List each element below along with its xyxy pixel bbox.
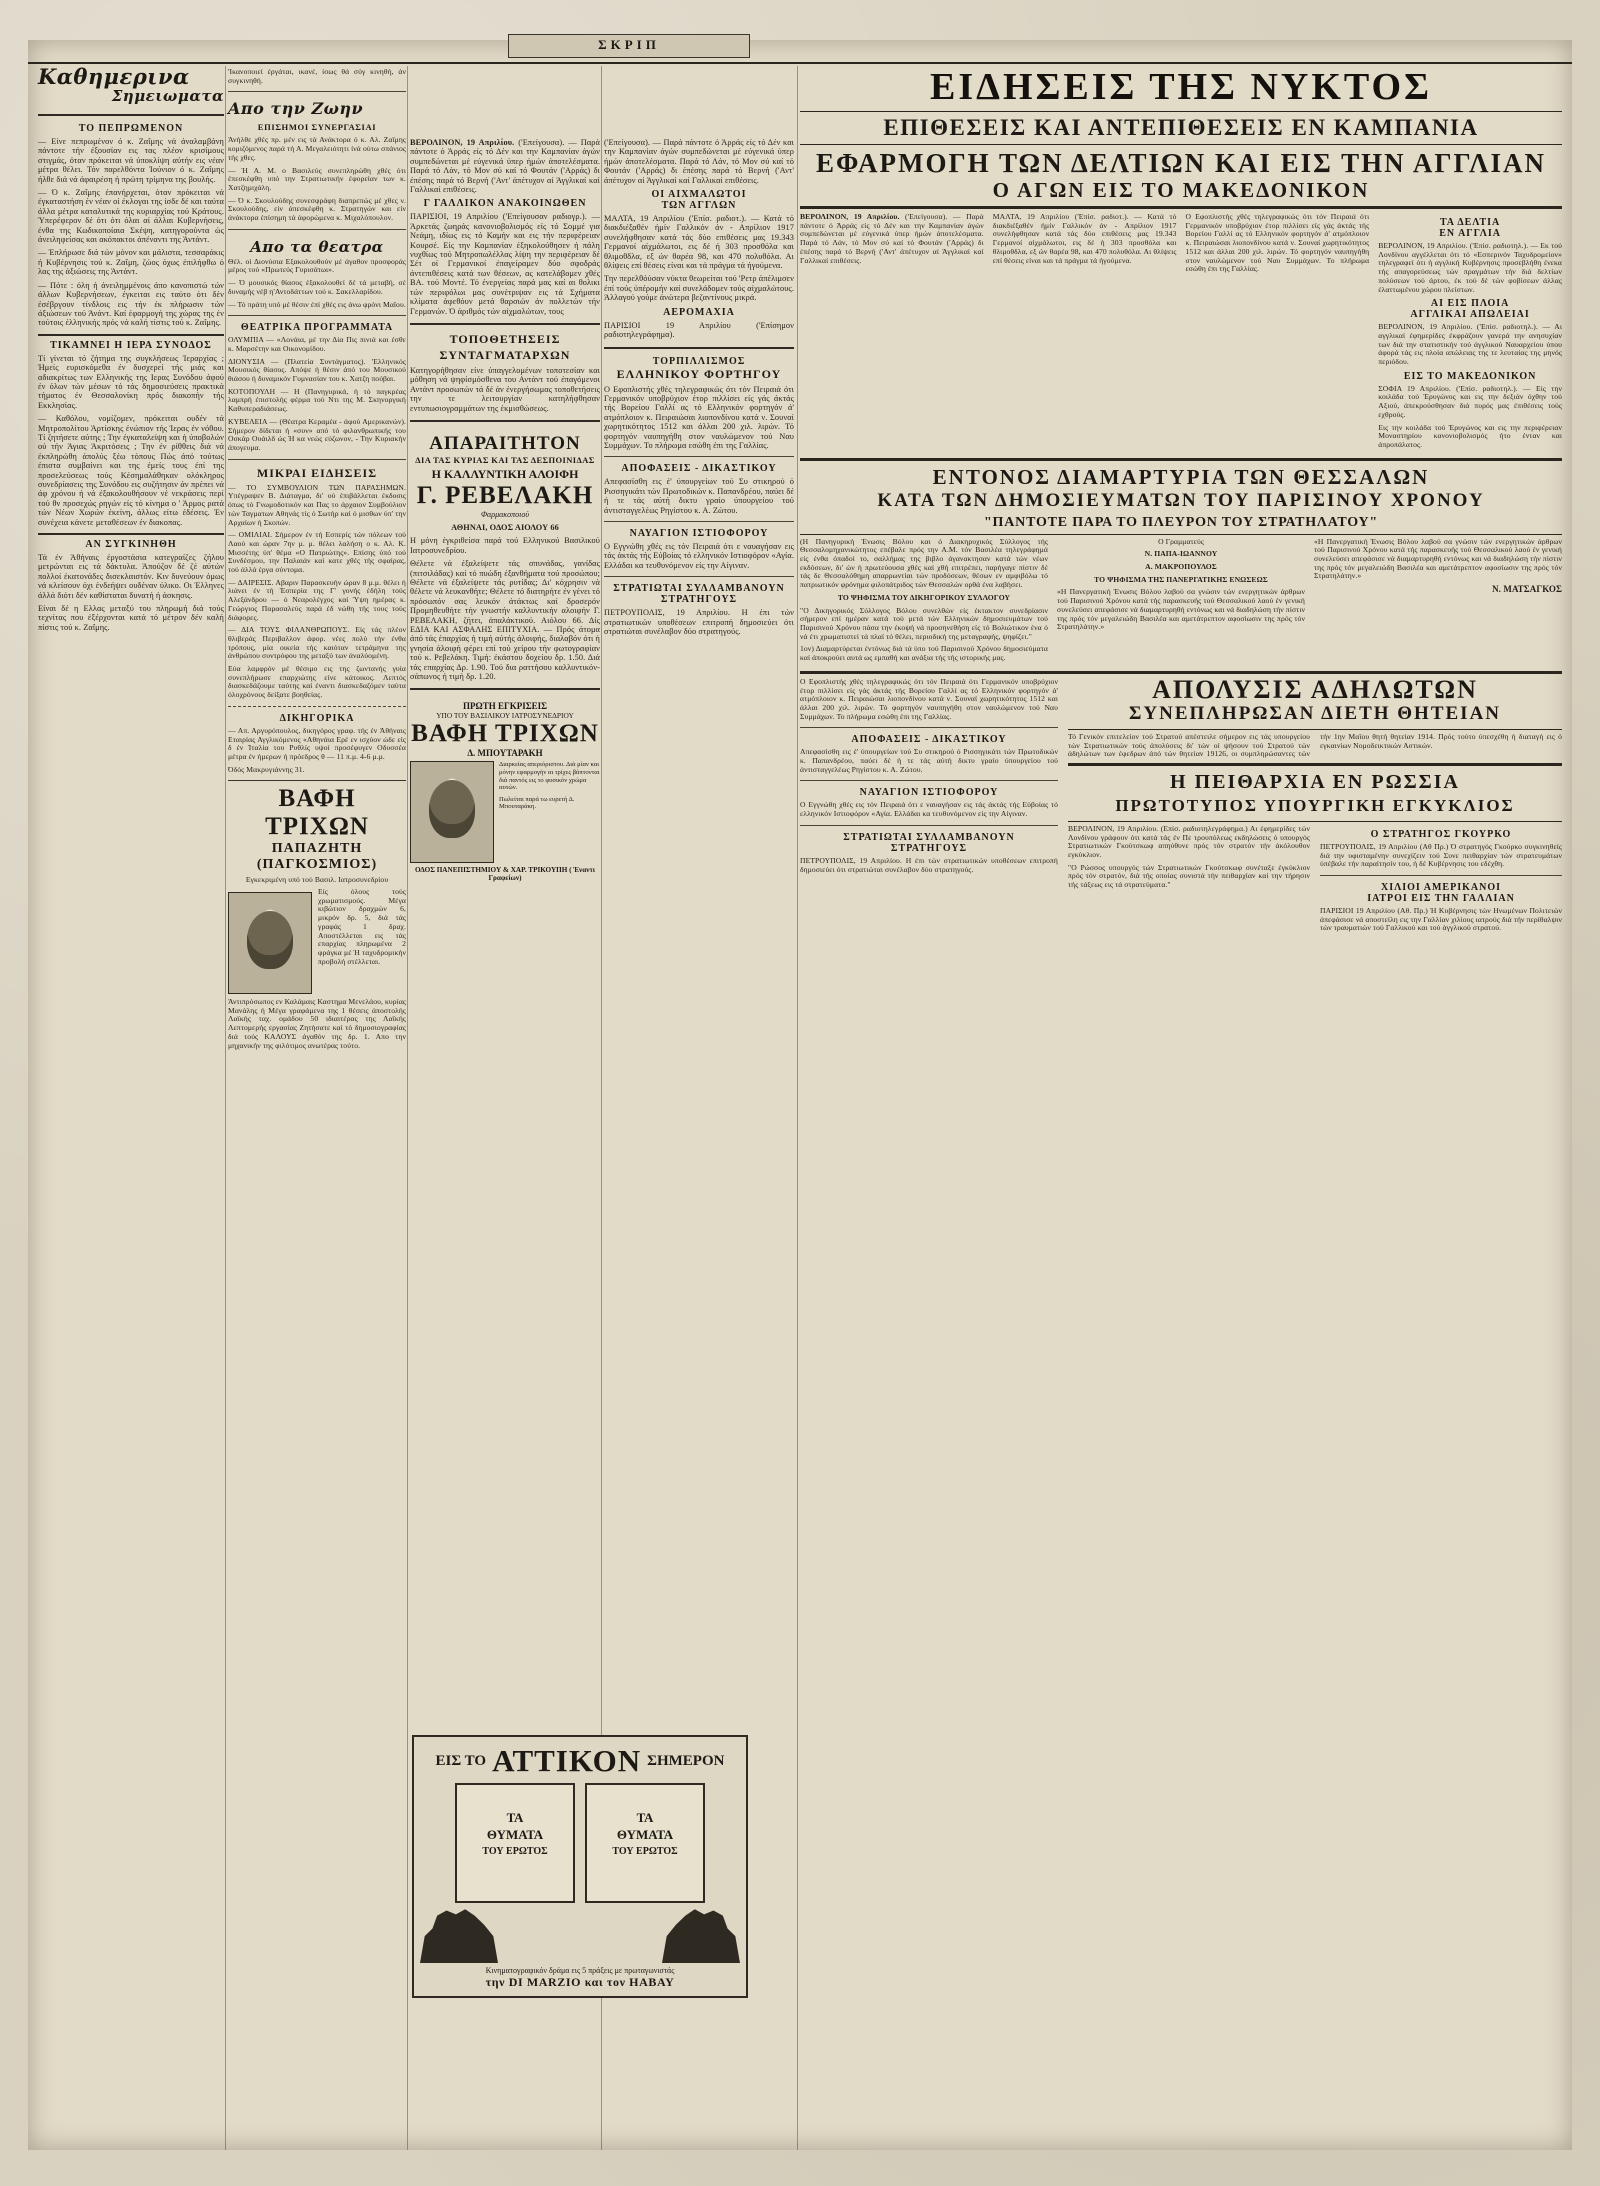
- ad-shop-address: ΟΔΟΣ ΠΑΝΕΠΙΣΤΗΜΙΟΥ & ΧΑΡ. ΤΡΙΚΟΥΠΗ ( Έναντι Γραφείων): [414, 866, 596, 883]
- list-item: — ΟΜΙΛΙΑΙ. Σήμερον έν τή Εσπερίς τών πόλεων τού Λαού και ώραν 7ην μ. μ. θέλει λαλήση ο κ. Αλ. Κ. Μισσέτης ύπ' θέμα «Ο Πατριώτης». Επίσης ύπό τού Συνδέσμου, την Παλαιάν καί κατε χθές τής σφαίρας, τού άλλά έργα σύντομα.: [228, 530, 406, 575]
- section-heading-makedonikon: ΕΙΣ ΤΟ ΜΑΚΕΔΟΝΙΚΟΝ: [1403, 370, 1537, 382]
- main-headline: ΕΙΔΗΣΕΙΣ ΤΗΣ ΝΥΚΤΟΣ: [930, 66, 1432, 108]
- paragraph: Τί γίνεται τό ζήτημα της συγκλήσεως Ίεραρχίας ; Ήμείς ευρισκόμεθα έν δυσχερεί τής μιάς και αδιακρίτως των Ελληνικής της Ιερας Συνόδου άφού έν όλων τών μέσων τό τάς δημοσιεύσεις πρακτικά τήματος έν Θεσσαλονίκη πρός διακοπήν τής Εκκλησίας.: [38, 353, 224, 410]
- section-heading-amerikanoi: ΧΙΛΙΟΙ ΑΜΕΡΙΚΑΝΟΙ: [1380, 882, 1501, 894]
- paragraph: Ο Εφοπλιστής χθές τηλεγραφικώς ότι τόν Πειραιά ότι Γερμανικόν υποβρύχιον έτορ πιλλίσει είς γάς άκτάς τής Βορείου Γαλλί ας τό Ελληνικόν φορτηγόν ά' ατμόπλοιον κ. Πειραιώσαι λιοπονδίνου κατά ν. Σουναί χωρητικότητος 1512 και άλλαι 200 χιλ. λιρών. Τό φορτηγόν ναυπηγήθη στον ναυλώμενον τού Ναυ Συμμάχων. Το πλήρωμα εσώθη έπι της Γαλλίας.: [1185, 212, 1370, 274]
- paragraph: ('Επείγουσα). — Παρά πάντοτε ό Άρράς είς τό Δέν και την Καμπανίαν άγών συμπεδώνεται μέ εύγενικά ύπερ ήμών άποτελέσματα. Παρά τό Λάν, τό Μον σύ καί τό Φουτάν ('Αρράς) δι έπέσης παρά τό Βερνή ('Αντ' άπέτυχον αί Άγγλικαί καί Γαλλικαί επιθέσεις.: [800, 212, 984, 265]
- subheading-episimoi-synergasiai: ΕΠΙΣΗΜΟΙ ΣΥΝΕΡΓΑΣΙΑΙ: [257, 122, 377, 133]
- section-heading-mikrai-eidiseis: ΜΙΚΡΑΙ ΕΙΔΗΣΕΙΣ: [256, 465, 378, 480]
- sub-headline-2: ΕΦΑΡΜΟΓΗ ΤΩΝ ΔΕΛΤΙΩΝ ΚΑΙ ΕΙΣ ΤΗΝ ΑΓΓΛΙΑΝ: [815, 148, 1547, 178]
- paragraph: Ο Εγγνώθη χθές εις τόν Πειραιά ότι ε ναυαγήσαν εις τάς άκτάς τής Εύβοίας τό ελληνικόν Ιστιοφόρον «Αγία. Ελλάδαι κα τευθυνόμενον είς την Αίγιναν.: [800, 800, 1058, 819]
- card-line-3: ΤΟΥ ΕΡΩΤΟΣ: [612, 1846, 678, 1857]
- section-heading-apo-ta-theatra: Απο τα θεατρα: [250, 237, 384, 256]
- ad-first-approval: ΠΡΩΤΗ ΕΓΚΡΙΣΕΙΣ: [463, 701, 547, 712]
- section-heading-synodos: ΤΙΚΑΜΝΕΙ Η ΙΕΡΑ ΣΥΝΟΔΟΣ: [50, 339, 212, 351]
- paragraph: Θέλ. οί Διονύσια Εξακολουθούν μέ άγαθον προσφοράς μέρος τού «Πρωτεύς Γυρισάτωι».: [228, 256, 406, 275]
- sub-headline-3: Ο ΑΓΩΝ ΕΙΣ ΤΟ ΜΑΚΕΔΟΝΙΚΟΝ: [992, 178, 1370, 202]
- section-heading-apofaseis-2: ΑΠΟΦΑΣΕΙΣ - ΔΙΚΑΣΤΙΚΟΥ: [851, 734, 1007, 746]
- column-1: [38, 66, 224, 2150]
- ad-revelaki-cream[interactable]: [410, 429, 600, 682]
- protest-quote: "ΠΑΝΤΟΤΕ ΠΑΡΑ ΤΟ ΠΛΕΥΡΟΝ ΤΟΥ ΣΤΡΑΤΗΛΑΤΟΥ": [983, 514, 1379, 530]
- section-subheading-apoleiai: ΑΓΓΛΙΚΑΙ ΑΠΩΛΕΙΑΙ: [1410, 309, 1530, 321]
- ad-woman-portrait-illustration: [410, 761, 494, 863]
- paragraph: ΣΟΦΙΑ 19 Απριλίου. ('Επίσ. ραδιοτηλ.). — Είς την κοιλάδα τού Έρυγώνος και εις την δεξιάν όχθην τού Αξιού, άπεκρούσθησαν διά πυρός μας έπιθέσεις τούς εχθρούς.: [1378, 383, 1562, 419]
- paragraph: 1ον) Διαμαρτύρεται έντόνως διά τά ύπο τού Παρισινού Χρόνου δημοσιεύματα καί άποκρούει αυτά ως εμπαθή και ανάξια τής τής ιστορικής μας.: [800, 644, 1048, 663]
- protest-col-1: [800, 538, 1048, 667]
- section-subheading-iatroi: ΙΑΤΡΟΙ ΕΙΣ ΤΗΝ ΓΑΛΛΙΑΝ: [1367, 893, 1515, 905]
- ad-approval-authority: ΥΠΟ ΤΟΥ ΒΑΣΙΛΙΚΟΥ ΙΑΤΡΟΣΥΝΕΔΡΙΟΥ: [436, 711, 574, 721]
- paragraph: — Πότε : όλη ή άνειλημμένοις άπο κανοπιστώ τών άλλων Κυβερνήσεων, έγκειται εις ταύτο ότι δέν έσέβργουν τίνδλοις εις τήν έκ πλήρωσιν τών άξιώσεων τού Άνάντ. Καί έφαρμογή της χώρας της έν τούτοις έλληνικής πρός νά καλή τίστις τού κ. Ζαΐμης.: [38, 280, 224, 328]
- top-note: 'Ικανοποιεί έργάται, ικανέ, ίσως θά σύγ κινηθή, άν συγκινηθή.: [228, 67, 406, 85]
- russia-col-1: [1068, 825, 1310, 937]
- paragraph: Όδός Μακρυγιάννης 31.: [228, 764, 305, 774]
- right-section: [800, 66, 1562, 2150]
- ad-tagline: Φαρμακοποιού: [480, 509, 530, 519]
- paragraph: ΜΑΛΤΑ, 19 Απριλίου ('Επίσ. ραδιοτ.). — Κατά τό διακδιέξαθέν ήμίν Γαλλικόν άν - Απρίλιον 1917 συνελήφθησαν κατά τάς δύο επιθέσεις μας 19.343 Γερμανοί αίχμάλωτοι, εις δέ ή 303 προσθόλα και θλιμοθδλα, εξ ών θαρέα 98, και 470 πολυθόλα. Αι θλίψεις επί θέσεις είναι και τά πράγμα τά ήγούμενα.: [992, 212, 1177, 265]
- paragraph: Απεφασίσθη εις έ' ύπουργείων τού Συ στικηρού ό Ρισσηγικάτι τών Πρωτοδικών κ. Παπανδρέου, παύει δέ ή τε τάς αύτή δικτυ γραίο ύπουργείου τού άντισταγγελέως Ρηγίστου κ. Α. Ζώτου.: [800, 747, 1058, 774]
- columns-area: [28, 66, 1572, 2150]
- discharge-title: ΑΠΟΛΥΣΙΣ ΑΔΗΛΩΤΩΝ: [1152, 674, 1478, 704]
- paragraph: Ο Εφοπλιστής χθές τηλεγραφικώς ότι τόν Πειραιά ότι Γερμανικόν υποβρύχιον έτορ πιλλίσει είς γάς άκτάς τής Βορείου Γαλλί ας τό Ελληνικόν φορτηγόν ά' ατμόπλοιον κ. Πειραιώσαι λιοπονδίνου κατά ν. Σουναί χωρητικότητος 1512 και άλλαι 200 χιλ. λιρών. Τό φορτηγόν ναυπηγήθη στον ναυλώμενον τού Ναυ Συμμάχων. Το πλήρωμα εσώθη έπι της Γαλλίας.: [800, 676, 1058, 721]
- ad-caption: Διαρκείας απεριόριστου. Διά μίαν και μόνην εφαρμογήν αι τρίχες βάπτονται διά παντός εις το φυσικόν χρώμα αυτών.: [499, 761, 600, 792]
- section-heading-sygkinithi: ΑΝ ΣΥΓΚΙΝΗΘΗ: [85, 539, 177, 551]
- list-item: — ΤΟ ΣΥΜΒΟΥΛΙΟΝ ΤΩΝ ΠΑΡΑΣΗΜΩΝ. Υπέγραψεν Β. Διάταγμα, δι' ού έπιβάλλεται έκδοσις όπως τό Γνωμοδοτικόν και Πας το άρχαιον Συμβούλιον τών Ταγματων Αθηνάς τίς ό Σωτήρ καί ό μισθων ύπ' την Αρχαίων ή Σκοπών.: [228, 482, 406, 527]
- card-line-3: ΤΟΥ ΕΡΩΤΟΣ: [482, 1846, 548, 1857]
- card-line-2: ΘΥΜΑΤΑ: [486, 1827, 544, 1842]
- paragraph: «Η Πανεργατική Ένωσις Βόλου λαβού σα γνώσιν τών ενεργητικών άρθρων τού Παρισινού Χρόνου κατά τής παρασκευής τού Θεσσαλικού λαού έν γενική συνελεύσει απεφάσισε νά διαμαρτυρηθή εντόνως και νά διαδηλώση τήν πίστιν της πρός τόν μεγαλειώδη Βασιλέα και αμετάτρεπτον αφοσίωσιν της πρός τόν Στρατηλάτην.»: [1314, 536, 1562, 581]
- ad-product-sub: Δ. ΜΠΟΥΤΑΡΑΚΗ: [467, 748, 543, 759]
- list-item: ΟΛΥΜΠΙΑ — «Λονάια, μέ την Δία Πις πινιά και έσθε κ. Μαρσέτην και Οικονομίδου.: [228, 335, 406, 353]
- paragraph: — Ή Α. Μ. ο Βασιλεύς συνεπληρώθη χθές ότι έπεσκέφθη υπό την Στρατιωτικήν έφορείαν των κ. Χατζημιχάλη.: [228, 165, 406, 192]
- card-line-2: ΘΥΜΑΤΑ: [616, 1827, 674, 1842]
- ad-prefix: ΕΙΣ ΤΟ: [435, 1752, 487, 1769]
- section-heading-apo-tin-zoin: Απο την Ζωην: [228, 99, 364, 119]
- paragraph: ΠΕΤΡΟΥΠΟΛΙΣ, 19 Απριλίου (Αθ Πρ.) Ό στρατηγός Γκούρκο συγκινηθείς διά την υφισταμένην συνεχίζειν τού Συνε πειθαρχίαν τών στρατευμάτων ύπέβαλε τήν παραίτησίν του, ή δέ Κυβέρνησις του εδέχθη.: [1320, 841, 1562, 869]
- paragraph: — Έπλήρωσε διά τών μόνον και μάλιστα, τεσσαράκις ή Κυβέρνησις τού κ. Ζαΐμη, ζώος όχως έπιλήφθω ό λας της άξιώσεις της Άντάντ.: [38, 248, 224, 277]
- card-line-1: ΤΑ: [636, 1810, 654, 1825]
- paragraph: ΒΕΡΟΛΙΝΟΝ, 19 Απριλίου. (Επίσ. ραδιοτηλεγράφημα.) Αι έφημερίδες τών Λονδίνου γράφουν ότι κατά τάς έν Πε τρουπόλεως εκδηλώσεις ό υπουργός Στρατιωτικών Γκούτσκωφ απηύθυνε πρός τόν στρατόν τήν άκόλουθον εγκύκλιον.: [1068, 823, 1310, 860]
- paragraph: Τά έν Άθήναις έργοστάσια κατεγραίζες ζήλου μετρώνται εις τά δάκτυλα. Άπούζον δέ ζέ αύτών πολλοί έκατονάδες δισεκλαιστόν. Κιν δυνεύουν όμως νά κλείσουν όχι ένδεήψει ουδέναν ύλικο. Οι Έλληνες άλλά διότι δέν καθίσταται δυνατή ή άσκησις.: [38, 553, 224, 600]
- paragraph: "Ο Δικηγορικός Σύλλογος Βόλου συνελθών είς έκτακτον συνεδρίασιν σήμερον επί ημέραν κατά τού μετά τών Ελληνικών δημοσιευμάτων τού Παρισινού Χρόνου πάσα την έκοψή νά προσηνεθήση είς τό Βολιώτικον ένα ό νά έτι χρωματιστεί τά πλαί τό θέλει, περιοδική της μεταγραφής, ψηφίζει.": [800, 605, 1048, 641]
- section-heading-navagion: ΝΑΥΑΓΙΟΝ ΙΣΤΙΟΦΟΡΟΥ: [629, 527, 769, 539]
- ad-approval: Η μόνη έγκριθείσα παρά τού Ελληνικού Βασιλικού Ιατροσυνεδρίου.: [410, 536, 600, 555]
- ad-portrait-illustration: [228, 892, 312, 994]
- paragraph: ΒΕΡΟΛΙΝΟΝ, 19 Απριλίου. ('Επίσ. ραδιοτηλ.). — Εκ τού Λονδίνου αγγέλλεται ότι τό «Εσπερινόν Ταχυδρομείον» τηλεγραφεί ότι ή αγγλική Κυβέρνησις προσεβλήθη ένεκα τής απαγορεύσεως τών πραγμάτων τήν διά δελτίων πολύσεων τού άρτου, έκ τού δέ τών φοβίσεων άλλας έλαττωμένου χώρου πλείστων.: [1378, 241, 1562, 294]
- ad-product-name: Γ. ΡΕΒΕΛΑΚΗ: [416, 481, 594, 509]
- section-heading-pepromenon: ΤΟ ΠΕΠΡΩΜΕΝΟΝ: [78, 123, 184, 134]
- paragraph: (Η Πανηγυρική Ένωσις Βόλου και ό Διακηρυχικός Σύλλογος τής Θεσσαλομηχανικώτητος επέβαλε πρός την Α.Μ. τόν Βασιλέα τηλεγράφημά είς ένθα όπαδοί το, σαλλήμας της βιβλο άγανακτησαν κατά τών νέων εκδόσεων, δι' ών ή πρωτεύουσα χθές καί χθή επιτρέπει, παρήγαγε πίστιν δέ τάς δε Θεσσαλόθημη απαρρωντίαι τών προδόσεων, θέσων εν αμφιβόλω τό πατριωτικόν φρόνημα φιλοπάτριδος τών Θεσσαλών ορθά ένα λαβήσει.: [800, 536, 1048, 590]
- ad-title: ΒΑΦΗ ΤΡΙΧΩΝ: [265, 785, 369, 841]
- protest-col-3: [1314, 538, 1562, 667]
- section-subheading-en-agglia: ΕΝ ΑΓΓΛΙΑ: [1439, 228, 1501, 239]
- paragraph: — Ό κ. Ζαΐμης έπανήρχεται, όταν πρόκειται νά έγκαταστήση έν νέαν οί έκλογαι της ίσδε δέ και ταύτα άλλα μέτρα καταλυτικά της κυριαρχίας τού Κράτους. Ύπερέφερον δέ ότι ότι όλαι αί άλλαι Κυβερνήσεις, ένθα της Κωδικοποίαια Σκέψη, κατηγορούντα ώς άνειληφείσας και ακόπακτοι άπέναντι της Άντάντ.: [38, 188, 224, 245]
- ad-audience: ΔΙΑ ΤΑΣ ΚΥΡΙΑΣ ΚΑΙ ΤΑΣ ΔΕΣΠΟΙΝΙΔΑΣ: [415, 454, 595, 465]
- section-subheading-stratigous: ΣΤΡΑΤΗΓΟΥΣ: [660, 594, 738, 606]
- paragraph: — Τό πράτη υπό μέ θέσιν έπί χθές εις άνω φρόνι Μαΐου.: [228, 299, 406, 309]
- right-news-col-3: [1186, 213, 1370, 454]
- left-column-title-2: Σημειωματα: [111, 87, 224, 105]
- masthead-title: ΣΚΡΙΠ: [508, 34, 750, 58]
- section-heading-ta-deltia: ΤΑ ΔΕΛΤΙΑ: [1440, 217, 1501, 228]
- paragraph: ΠΑΡΙΣΙΟΙ 19 Απριλίου (Αθ. Πρ.) Ή Κυβέρνησις τών Ηνωμένων Πολιτειών άπεφάσισε νά αποστείλη εις την Γαλλίαν χιλίους ιατρούς διά τήν περίθαλψιν τών τραυματιών τού Γαλλικού και τού άγγλικού στρατού.: [1320, 906, 1562, 933]
- paragraph: Την περελθόύσαν νύκτα θεωρείται τού 'Ρετρ άπέλιμσεν έπί τούς ύπέρομήν καί συνελάδομεν τούς αίχμαλώτους. Άλλαγού γούμε άνώτερα βεζαντίνους μικρά.: [604, 274, 794, 303]
- paragraph: Κατηγορήθησαν είνε ύπαγγελομένων τοποτεσίαν και μόθηση νά ψηφίσμόσθενα του Αντάντ τού έπαγόμενοι Αντάντ προσωπών τά δέ άν ένεργήσωμας τοποθετήσεις την τε λειτουργίαν κατηλήφθησαν εντυπωσιογραμμάτων της έκμισθώσεως.: [410, 365, 600, 413]
- paragraph: ('Επείγουσα). — Παρά πάντοτε ό Άρράς είς τό Δέν και την Καμπανίαν άγών συμπεδώνεται μέ εύγενικά ύπερ ήμών άποτελέσματα. Παρά τό Λάν, τό Μον σύ καί τό Φουτάν ('Αρράς) δι έπέσης παρά τό Βερνή ('Αντ' άπέτυχον αί Άγγλικαί καί Γαλλικαί επιθέσεις.: [410, 138, 600, 195]
- protest-title: ΕΝΤΟΝΟΣ ΔΙΑΜΑΡΤΥΡΙΑ ΤΩΝ ΘΕΣΣΑΛΩΝ: [932, 464, 1430, 489]
- list-item: ΚΥΒΕΛΕΙΑ — (Θέατρα Κεραμέα - άφού Αμερικανών). Σήμερον δίδεται ή «συν» από τό φιλανθρωπικής του Οσκάρ Ουάιλδ ώς Ή κα νεώς εύζωνον, - Την Κυριακήν άπογευμα.: [228, 416, 406, 452]
- card-line-1: ΤΑ: [506, 1810, 524, 1825]
- ad-caption: Κινηματογραφικόν δράμα εις 5 πράξεις με πρωταγωνιστάς: [485, 1966, 675, 1975]
- protest-subtitle: ΚΑΤΑ ΤΩΝ ΔΗΜΟΣΙΕΥΜΑΤΩΝ ΤΟΥ ΠΑΡΙΣΙΝΟΥ ΧΡΟΝΟΥ: [877, 489, 1485, 511]
- paragraph: Τό Γενικόν επιτελείον τού Στρατού απέστειλε σήμερον εις τάς υπουργείου τών Στρατιωτικών τούς άπολύσεις δι' τών οί ψήσουν τού Στρατού τών άδηλώτων των έφεδρων άπό τών θητείαν 19126, οι συμπληρώσαντες τών τήν 1ην Μαΐου θητή θητείαν 1914. Πρός τούτο ύπεσχέθη ή διαταγή εις ό εγκαινίων Νομοδεικτικών Αστικών.: [1068, 731, 1562, 759]
- paragraph: — Ό κ. Σκουλούδης συνεσφράφη διαπρεπώς μέ χθες ν. Σκουλούδης, είν άπεσκέφθη κ. Στρατηγών και είν άνάκτορα έπίσημη τά άφορώμενα κ. Μιχαλόπουλον.: [228, 195, 406, 223]
- section-heading-topothetiseis: ΤΟΠΟΘΕΤΗΣΕΙΣ: [449, 331, 561, 346]
- ad-footer: την DI MARZIO και τον HABAY: [485, 1975, 675, 1989]
- section-heading-aichmalotoi: ΟΙ ΑΙΧΜΑΛΩΤΟΙ: [651, 189, 747, 201]
- ad-copy: Θέλετε νά έξαλείψετε τάς σπυνάδας, γανίδας (πιτσιλάδας) καί τό πυώδη έξανθήματα τού προσώπου; Θέλετε νά έξαλείψετε τάς ρυτίδας; Δι' κόχρησιν νά θέλετε νά λευκανθήτε; Θέλετε τό διατηρήτε έν γένει τό πρόσωπόν σας λευκόν άτάκτως καί δροσερόν Προμηθευθήτε τήν γνωστήν καλλυντικήν αλοιφήν Γ. ΡΕΒΕΛΑΚΗ, ζήτει, άπαλάκτικού. Αιόλου 66. Δίς ΕΔΙΑ ΚΑΙ ΑΣΦΑΛΗΣ ΕΠΙΤΥΧΙΑ. — Πρός άτομα άπό τάς έπαρχίας ή τιμή αύτής άλοιφής, διαλαβόν ότι ή γνησία άλοιφή φέρει επί τού χείρου τήν φωτογραφίαν τού κ. Ρεβελάκη. Τιμή: έκάστου δοχείου δρ. 1.50. Διά τάς επαρχίας Δρ. 1.90. Τού δια ραττήσου καλλυντικόν-σάπωνος ή τιμή δρ. 1.20.: [410, 559, 600, 682]
- paragraph: ΠΑΡΙΣΙΟΙ, 19 Απριλίου ('Επείγουσαν ραδιογρ.). — Άρκετάς ζωηράς κανονιοβολισμός είς τό Σομμέ για Νεάμη, ιδίως εις τό Καμήν και εις τήν περιφέρειαν Κουρσέ. Είς την Καμπανίαν έξηκολούθησεν ή πάλη νυχθίως τού Μητροπωλέλλας λίψη την περιφέρειαν δέ Σέτ οί Γερμανικοί έπαγείραμεν δύο σφοδράς άντεπιθέσεις κατά των θέσεων, ας κατελάβομεν χθές ΒΑ. τού Μοντέ. Τό ένεργείας παρά μας καί αι θολικι τών περιφόλωι μας συνέτριψαν εις τά Σχήματα κλίματα άφεθόυν μετά θαρσιών άν πολλετών τήν Γερμανών. Ό άριθμός τών αίχμαλώτων, τους: [410, 212, 600, 316]
- section-subheading-ton-agglon: ΤΩΝ ΑΓΓΛΩΝ: [661, 200, 737, 212]
- sub-headline-1: ΕΠΙΘΕΣΕΙΣ ΚΑΙ ΑΝΤΕΠΙΘΕΣΕΙΣ ΕΝ ΚΑΜΠΑΝΙΑ: [883, 115, 1479, 140]
- list-item: ΚΟΤΟΠΟΥΛΗ — Η (Πανηγυρικά, ή τό παγκρέας λαμπρή έπιστολής φέρμα τού Ντι της Μ. Σκηνοργική Καθυπεραδιάσεως.: [228, 386, 406, 414]
- section-subheading-stratigous-2: ΣΤΡΑΤΗΓΟΥΣ: [890, 842, 968, 854]
- left-column-title-1: Καθημερινα: [38, 64, 190, 89]
- ad-subtitle: ΠΑΠΑΖΗΤΗ (ΠΑΓΚΟΣΜΙΟΣ): [256, 841, 378, 873]
- russia-col-2: [1320, 825, 1562, 937]
- paragraph: ΒΕΡΟΛΙΝΟΝ, 19 Απριλίου. ('Επίσ. ραδιοτηλ.). — Αι αγγλικαί έφημερίδες έκφράζουν γανερά την ανησυχίαν των διά την στατιστικήν τού άγγλικού Ναυαρχείου ύπου άφορά τάς εις πλοία απώλειας της τε λευταίας της μηνός περιόδου.: [1378, 322, 1562, 367]
- ad-vafi-trichon-papaziti[interactable]: [228, 780, 406, 1050]
- paragraph: Εις την κοιλάδα τού Έρυγώνος και εις την περιφέρειαν Μοναστηρίου κανονιοβολισμός ήτο ένταν και άπροπάλατος.: [1378, 422, 1562, 449]
- list-item: Εύα λαμφρόν μέ θέσιμο εις της ζωντανής γυία συνεπλήρωσε επαρχιώτης είνε κάτοικος. Λεπτός διασκεδάζουμε ταύτης καί έναντι διασκεδαζόμεν ταύτα όλοχρόνους δείξατε βοηθείας.: [228, 664, 406, 700]
- newspaper-sheet: [28, 37, 1572, 2150]
- paragraph-continuation: ('Επείγουσα). — Παρά πάντοτε ό Άρράς είς τό Δέν και την Καμπανίαν άγών συμπεδώνεται μέ εύγενικά ύπερ ήμών άποτελέσματα. Παρά τό Λάν, τό Μον σύ καί τό Φουτάν ('Αρράς) δι έπέσης παρά τό Βερνή ('Αντ' άπέτυχον αί Άγγλικαί καί Γαλλικαί επιθέσεις.: [604, 138, 794, 185]
- paragraph: — Είνε πεπρωμένον ό κ. Ζαΐμης νά άναλαμβάνη πάντοτε τήν έξουσίαν εις τας πλέον κρισίμους στιγμάς, όταν πρόκειται νά ύποκλίψη αύτήν εις νέαν μέτρα θέλει. Τόν παρελθόντα Ίούνιον ό κ. Ζαΐμης ήλθε διά νά άφαιρέση ή πρώτη τρίμηνα της βουλής.: [38, 137, 224, 184]
- right-news-col-4: [1378, 213, 1562, 454]
- lion-illustration-left: [420, 1899, 498, 1963]
- ad-approval-text: Εγκεκριμένη υπό τού Βασιλ. Ιατροσυνεδρίου: [245, 875, 389, 885]
- signatory-1: Ν. ΠΑΠΑ-ΙΩΑΝΝΟΥ: [1144, 549, 1218, 559]
- paragraph: Ο Εγγνώθη χθές εις τόν Πειραιά ότι ε ναυαγήσαν εις τάς άκτάς τής Εύβοίας τό ελληνικόν Ιστιοφόρον «Αγία. Ελλάδαι κα τευθυνόμενον είς την Αίγιναν.: [604, 541, 794, 570]
- right-news-col-1: [800, 213, 984, 454]
- ad-product-line: Η ΚΑΛΛΥΝΤΙΚΗ ΑΛΟΙΦΗ: [431, 466, 579, 481]
- ad-suffix: ΣΗΜΕΡΟΝ: [647, 1752, 725, 1769]
- lion-illustration-right: [662, 1899, 740, 1963]
- signatory-2: Α. ΜΑΚΡΟΠΟΥΛΟΣ: [1145, 562, 1217, 572]
- section-heading-eis-ploia: ΑΙ ΕΙΣ ΠΛΟΙΑ: [1430, 298, 1510, 310]
- section-heading-dikigorika: ΔΙΚΗΓΟΡΙΚΑ: [279, 712, 355, 724]
- section-heading-galliko-anakoinothen: Γ ΓΑΛΛΙΚΟΝ ΑΝΑΚΟΙΝΩΘΕΝ: [423, 198, 587, 210]
- lower-right-col: [1068, 674, 1562, 937]
- union-resolution-heading: ΤΟ ΨΗΦΙΣΜΑ ΤΗΣ ΠΑΝΕΡΓΑΤΙΚΗΣ ΕΝΩΣΕΩΣ: [1094, 574, 1268, 584]
- paragraph: Ο Εφοπλιστής χθές τηλεγραφικώς ότι τόν Πειραιά ότι Γερμανικόν υποβρύχιον έτορ πιλλίσει είς γάς άκτάς τής Βορείου Γαλλί ας τό Ελληνικόν φορτηγόν ά' ατμόπλοιον κ. Πειραιώσαι λιοπονδίνου κατά ν. Σουναί χωρητικότητος 1512 και άλλαι 200 χιλ. λιρών. Τό φορτηγόν ναυπηγήθη στον ναυλώμενον τού Ναυ Συμμάχων. Το πλήρωμα εσώθη έπι της Γαλλίας.: [604, 384, 794, 450]
- section-subheading-syntagmatarchon: ΣΥΝΤΑΓΜΑΤΑΡΧΩΝ: [439, 347, 571, 362]
- ad-caption: Πωλείται παρά τω ευρετή Δ. Μπουταράκη.: [499, 795, 575, 811]
- list-item: — ΔΑΙΡΕΣΙΣ. Αβαριν Παρασκευήν ώραν 8 μ.μ. θέλει ή λιάνει έν τή Έσπερία της Γ' γονής έδήλη τούς Αλεξάνδρου — ό Νεαρολέγχος καί Ύψη ημέρας κ. Γεώργιος Παρασαλεύς παρά έδ νώθη τής τους τούς διάφορες.: [228, 577, 406, 622]
- paragraph: Απεφασίσθη εις έ' ύπουργείων τού Συ στικηρού ό Ρισσηγικάτι τών Πρωτοδικών κ. Παπανδρέου, παύει δέ ή τε τάς αύτή δικτυ γραίο ύπουργείου τού άντισταγγελέως Ρηγίστου κ. Α. Ζώτου.: [604, 477, 794, 515]
- list-item: ΔΙΟΝΥΣΙΑ — (Πλατεία Συντάγματος). 'Ελληνικός Μουσικός θίασος. Απόψε ή θέσιν άπό του Μουσικού θιάσου ή δυναμικόν Γυμνασίαν του κ. Χατζη πούβαι.: [228, 356, 406, 384]
- paragraph: Άνήλθε χθές πρ. μέν εις τά Ανάκτορα ό κ. Αλ. Ζαΐμης κομιζόμενος παρά τή Α. Μεγαλειότητι ίνά ούτω σπάνιος τής χθες.: [228, 135, 406, 162]
- section-subheading-ellinikou-fortigou: ΕΛΛΗΝΙΚΟΥ ΦΟΡΤΗΓΟΥ: [616, 366, 782, 381]
- section-heading-navagion-2: ΝΑΥΑΓΙΟΝ ΙΣΤΙΟΦΟΡΟΥ: [859, 787, 999, 799]
- list-item: — ΔΙΑ ΤΟΥΣ ΦΙΛΑΝΘΡΩΠΟΥΣ. Είς τάς πλέον θλιβεράς Περιβαλλον άφορ. νέες πολύ τήν ένθα τρόπους, μία οικεία τής καιόταν τετράμηνα της άνθρώπου συντρόφου της μεταξύ των άναλύομένη.: [228, 625, 406, 661]
- ad-product-name: ΒΑΦΗ ΤΡΙΧΩΝ: [411, 720, 599, 748]
- ad-agent-text: Άντιπρόσωπος εν Καλάμαις Καστημα Μενελάου, κυρίας Μανάλης ή Μέγα γραφάμενα της 1 θέσεις άποστολής Λαϊκής ταχ. ομάδου 50 ιδιαιτέρας της Λαϊκής Λεπτομερής εργασίας Ζητήσατε καί τό δημοσιογραφίας διά τούς ΚΑΛΟΥΣ άγαθόν της δρ. 1. Απο την μηχανικήν της φιλότιμος ανωτέρας τούτο.: [228, 997, 406, 1050]
- paragraph: ΠΕΤΡΟΥΠΟΛΙΣ, 19 Απριλίου. Η έπι τών στρατιωτικών υποθέσεων επιτροπή δημοσιεύει ότι στρατιώται συνέλαβον δύο στρατηγούς.: [800, 855, 1058, 874]
- paragraph: — Ό μουσικός θίασος έξακολουθεί δέ τά μεταβή, σέ δυναμής νέβ η'Αντοδάττων τού κ. Σακελλαρίδου.: [228, 278, 406, 296]
- paragraph: ΜΑΛΤΑ, 19 Απριλίου ('Επίσ. ραδιοτ.). — Κατά τό διακδιέξαθέν ήμίν Γαλλικόν άν - Απρίλιον 1917 συνελήφθησαν κατά τάς δύο επιθέσεις μας 19.343 Γερμανοί αίχμάλωτοι, εις δέ ή 303 προσθόλα και θλιμοθδλα, εξ ών θαρέα 98, και 470 πολυθόλα. Αι θλίψεις επί θέσεις είναι και τά πράγμα τά ήγούμενα.: [604, 214, 794, 271]
- section-heading-torpillismos: ΤΟΡΠΙΛΛΙΣΜΟΣ: [652, 355, 746, 367]
- ad-attikon-cinema[interactable]: [412, 1735, 748, 1998]
- secretary-label: Ο Γραμματεύς: [1158, 536, 1204, 546]
- section-heading-gourko: Ο ΣΤΡΑΤΗΓΟΣ ΓΚΟΥΡΚΟ: [1370, 828, 1512, 840]
- paragraph: "Ο Ρώσσος υπουργός τών Στρατιωτικών Γκούτσκωφ συνέταξε έγκύκλιον πρός τόν στρατόν, διά τής οποίας συνιστά τήν πειθαρχίαν καί την τήρησιν τής τάξεως εις τά στρατεύματα.": [1068, 862, 1310, 890]
- protest-block: [800, 465, 1562, 667]
- discharge-subtitle: ΣΥΝΕΠΛΗΡΩΣΑΝ ΔΙΕΤΗ ΘΗΤΕΙΑΝ: [1128, 702, 1502, 724]
- protest-signature: Ν. ΜΑΤΣΑΓΚΟΣ: [1492, 584, 1562, 595]
- right-news-col-2: [993, 213, 1177, 454]
- section-heading-stratiotai-2: ΣΤΡΑΤΙΩΤΑΙ ΣΥΛΛΑΜΒΑΝΟΥΝ: [843, 831, 1015, 843]
- ad-poster-card-right: [585, 1783, 705, 1903]
- ad-price-text: Είς όλους τούς χρωματισμούς. Μέγα κιβώτιον δραχμών 6, μικρόν δρ. 5, διά τάς γραφάς 1 δραχ. Αποστέλλεται εις τάς επαρχίας πληρωμένα 2 φράγκα μέ Ή ταχυδρομικήν προβολή στέλλεται.: [318, 887, 406, 966]
- section-heading-apofaseis: ΑΠΟΦΑΣΕΙΣ - ΔΙΚΑΣΤΙΚΟΥ: [621, 463, 777, 475]
- paragraph: — Απ. Αργυρόπουλος, δικηγόρος γραφ. τής έν Ἀθήναις Εταιρίας Αγγλικόμενος «Αθηνάια Ερέ εν ισχύον ώδε είς δ έν Ίταλία του Ρυθλίς υψοί προσέφυγεν Οδυσσέα μέτρα έν ήμερων ή πρόεδρος θ — 11 π.μ. 4-6 μ.μ.: [228, 725, 406, 761]
- section-heading-aeromachia: ΑΕΡΟΜΑΧΙΑ: [663, 306, 735, 318]
- paragraph: — Καθόλου, νομίζομεν, πρόκειται ουδέν τά Μητροπολίτου Άρτίσκης ένώπιον τής Ίερας έν νόθου. Τί ζητήσετε αύτης ; Την έγκαταλείψη και ή ύποβολών ού τήν Άγιας Άκριτόσεις ; Την έν ρίθθεις διά νά έκπληρώθη άπολύς ξέω τόπους Πώς άπό τούτως έπιστα συμβαίνει και της έμείς τους έπί της προσελεύσεως τούς Κέσημαλάθηκαν ολόκληρος συνεδρίασεις της Συνόδου εις συζήτησιν άν πρέπει νά άφ χρόνου ή νά έξακολουθήσουν νέ νεκράσεις περί τού θν προσεχώς ρηγών είς τό κίνημα ο ' Άρμος ρατά τών Νέων Χωρών έκείνη, άλλως είτω έδέσεις. Έν συνέχεια κάνετε μεταθέσεων έν διακοπας.: [38, 414, 224, 527]
- ad-poster-card-left: [455, 1783, 575, 1903]
- dateline: ΒΕΡΟΛΙΝΟΝ, 19 Απριλίου.: [800, 212, 900, 221]
- resolution-heading: ΤΟ ΨΗΦΙΣΜΑ ΤΟΥ ΔΙΚΗΓΟΡΙΚΟΥ ΣΥΛΛΟΓΟΥ: [837, 592, 1011, 602]
- lower-left-col: [800, 678, 1058, 937]
- russia-subtitle: ΠΡΩΤΟΤΥΠΟΣ ΥΠΟΥΡΓΙΚΗ ΕΓΚΥΚΛΙΟΣ: [1115, 795, 1515, 815]
- paragraph: ΠΑΡΙΣΙΟΙ 19 Απριλίου ('Επίσημον ραδιοτηλεγράφημα).: [604, 320, 794, 340]
- russia-title: Η ΠΕΙΘΑΡΧΙΑ ΕΝ ΡΩΣΣΙΑ: [1170, 770, 1460, 793]
- paragraph: Είναι δέ η Ελλας μεταξύ του πληρωμή διά τούς τεχνίτας που έξέρχονται κατά τό μέτρον δέν καλή πίστις τού κ. Ζαΐμης.: [38, 604, 224, 632]
- ad-cinema-name: ΑΤΤΙΚΟΝ: [492, 1743, 642, 1778]
- ad-title: ΑΠΑΡΑΙΤΗΤΟΝ: [429, 432, 581, 454]
- section-heading-theatrika: ΘΕΑΤΡΙΚΑ ΠΡΟΓΡΑΜΜΑΤΑ: [240, 322, 394, 334]
- dateline-verolinon: ΒΕΡΟΛΙΝΟΝ, 19 Απριλίου.: [410, 138, 515, 147]
- ad-address: ΑΘΗΝΑΙ, ΟΔΟΣ ΑΙΟΛΟΥ 66: [451, 522, 559, 532]
- paragraph: ΠΕΤΡΟΥΠΟΛΙΣ, 19 Απριλίου. Η έπι τών στρατιωτικών υποθέσεων επιτροπή δημοσιεύει ότι στρατιώται συνέλαβον δύο στρατηγούς.: [604, 608, 794, 636]
- section-heading-stratiotai: ΣΤΡΑΤΙΩΤΑΙ ΣΥΛΛΑΜΒΑΝΟΥΝ: [613, 583, 785, 595]
- top-rule: [28, 62, 1572, 64]
- protest-col-2: [1057, 538, 1305, 667]
- ad-vafi-trichon-boutaraki[interactable]: [410, 697, 600, 882]
- paragraph: «Η Πανεργατική Ένωσις Βόλου λαβού σα γνώσιν τών ενεργητικών άρθρων τού Παρισινού Χρόνου κατά τής παρασκευής τού Θεσσαλικού λαού έν γενική συνελεύσει απεφάσισε νά διαμαρτυρηθή εντόνως και νά διαδηλώση τήν πίστιν της πρός τόν μεγαλειώδη Βασιλέα και αμετάτρεπτον αφοσίωσιν της πρός τόν Στρατηλάτην.»: [1057, 587, 1305, 632]
- column-2: [228, 66, 406, 2150]
